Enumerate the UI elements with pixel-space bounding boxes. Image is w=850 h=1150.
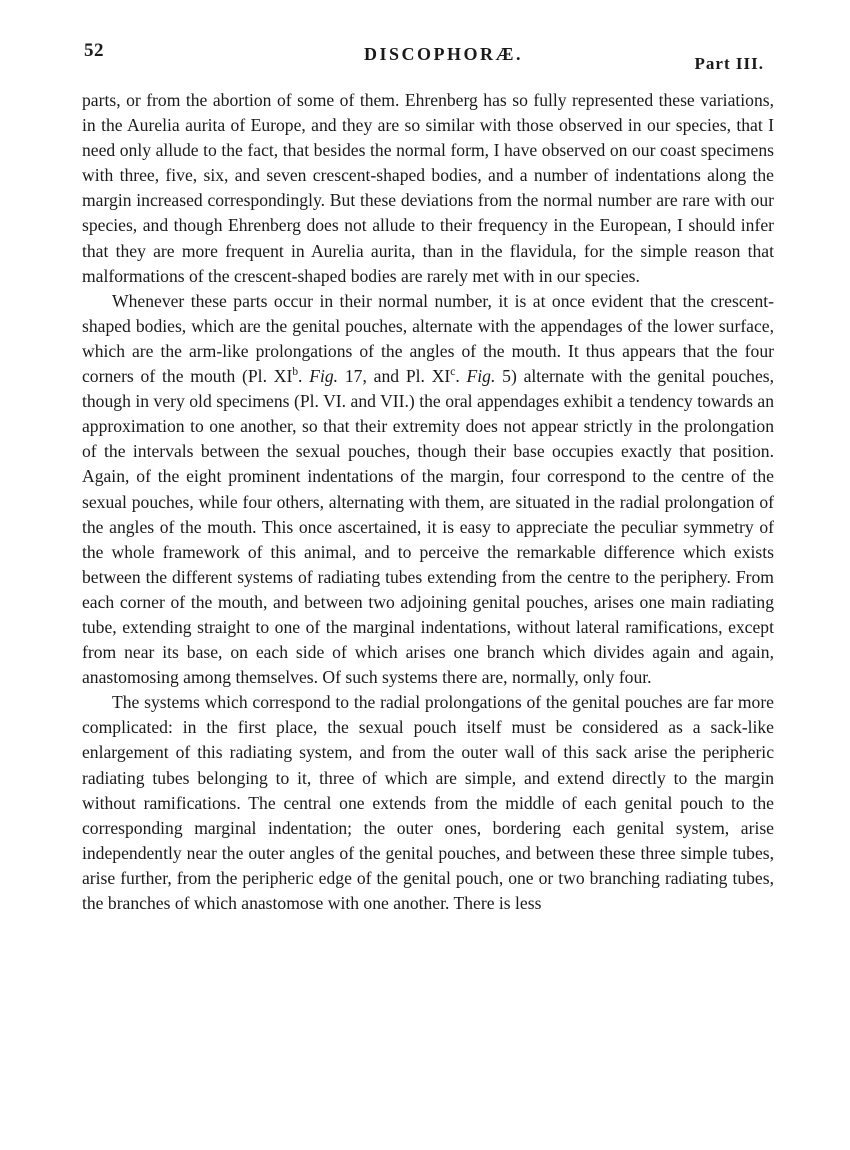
plate-superscript-b: b [292,366,299,379]
paragraph-2-text-d: . [455,366,467,387]
figure-reference-2: Fig. [466,366,496,387]
body-text [82,88,774,916]
paragraph-2-text-c: 17, and Pl. XI [338,366,451,387]
page-number: 52 [84,40,104,61]
figure-reference-1: Fig. [309,366,339,387]
plate-superscript-c: c [450,366,456,379]
paragraph-3: The systems which correspond to the radial prolongations of the genital pouches are far more complicated: in the first place, the sexual pouch itself must be considered as a sack-like enlargement of this radiating system, and from the outer wall of this sack arise the peripheric radiating tubes belonging to it, three of which are simple, and extend directly to the margin without ramifications. The central one extends from the middle of each genital pouch to the corresponding marginal indentation; the outer ones, bordering each genital system, arise independently near the outer angles of the genital pouches, and between these three simple tubes, arise further, from the peripheric edge of the genital pouch, one or two branching radiating tubes, the branches of which anastomose with one another. There is less [82,692,774,913]
paragraph-2-text-b: . [298,366,310,387]
paragraph-2 [82,289,774,691]
paragraph-2-text-a: Whenever these parts occur in their normal number, it is at once evident that the crescent-shaped bodies, which are the genital pouches, alternate with the appendages of the lower surface, which are the arm-like prolongations of the angles of the mouth. It thus appears that the four corners of the mouth (Pl. XI [82,290,774,387]
page-header [84,38,770,78]
paragraph-2-text-e: 5) alternate with the genital pouches, though in very old specimens (Pl. VI. and VII.) the oral appendages exhibit a tendency towards an approximation to one another, so that their extremity does not appear strictly in the prolongation of the intervals between the sexual pouches, though their base occupies exactly that position. Again, of the eight prominent indentations of the margin, four correspond to the centre of the sexual pouches, while four others, alternating with them, are situated in the radial prolongation of the angles of the mouth. This once ascertained, it is easy to appreciate the peculiar symmetry of the whole framework of this animal, and to perceive the remarkable difference which exists between the different systems of radiating tubes extending from the centre to the periphery. From each corner of the mouth, and between two adjoining genital pouches, arises one main radiating tube, extending straight to one of the marginal indentations, without lateral ramifications, except from near its base, on each side of which arises one branch which divides again and again, anastomosing among themselves. Of such systems there are, normally, only four. [82,366,775,688]
running-title: DISCOPHORÆ. [364,44,524,64]
part-label: Part III. [694,54,764,73]
paragraph-1: parts, or from the abortion of some of them. Ehrenberg has so fully represented these variations, in the Aurelia aurita of Europe, and they are so similar with those observed in our species, that I need only allude to the fact, that besides the normal form, I have observed on our coast specimens with three, five, six, and seven crescent-shaped bodies, and a number of indentations along the margin increased correspondingly. But these deviations from the normal number are rare with our species, and though Ehrenberg does not allude to their frequency in the European, I should infer that they are more frequent in Aurelia aurita, than in the flavidula, for the simple reason that malformations of the crescent-shaped bodies are rarely met with in our species. [82,90,774,286]
